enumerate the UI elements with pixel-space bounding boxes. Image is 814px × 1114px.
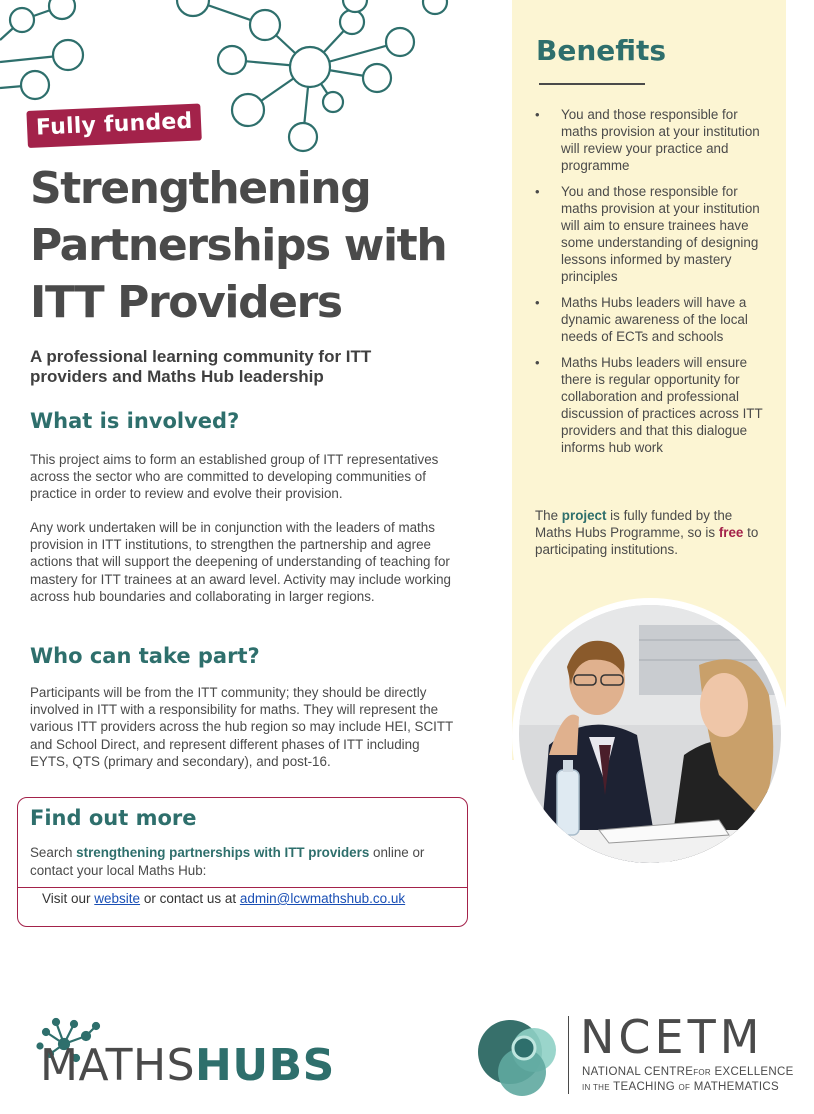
page-subtitle: A professional learning community for ITT providers and Maths Hub leadership	[30, 347, 372, 386]
mathshubs-word-maths: MATHS	[40, 1040, 196, 1091]
page-title: Strengthening Partnerships with ITT Providers	[30, 163, 447, 328]
ncetm-tagline-part: TEACHING	[609, 1081, 679, 1093]
ncetm-tagline-part: EXCELLENCE	[711, 1066, 794, 1078]
benefit-item: • You and those responsible for maths provision at your institution will review your practice and programme	[534, 106, 768, 174]
ncetm-tagline-part: FOR	[693, 1068, 712, 1077]
what-is-involved-paragraph-2: Any work undertaken will be in conjunction with the leaders of maths provision in ITT institutions, to strengthen the partnership and agree actions that will support the deepening of understanding of teaching for mastery for ITT trainees at an award level. Activity may include working across hub boundaries and collaborating in larger regions.	[30, 520, 451, 604]
find-out-more-box	[17, 797, 468, 927]
funding-note	[535, 507, 770, 558]
ncetm-tagline-1	[582, 1066, 794, 1078]
benefit-item: • You and those responsible for maths provision at your institution will aim to ensure trainees have some understanding of designing lessons informed by mastery principles	[534, 183, 768, 285]
who-can-take-part-paragraph: Participants will be from the ITT community; they should be directly involved in ITT with a responsibility for maths. They will represent the various ITT providers across the hub region so may include HEI, SCITT and School Direct, and represent different phases of ITT including EYTS, QTS (primary and secondary), and post-16.	[30, 685, 453, 769]
benefits-heading: Benefits	[536, 34, 667, 67]
benefits-underline	[539, 83, 645, 85]
website-link[interactable]: website	[94, 891, 141, 906]
note-free: free	[718, 525, 744, 540]
ncetm-logo-icon	[474, 1014, 564, 1098]
ncetm-divider	[568, 1016, 569, 1094]
note-middle: is fully funded by the Maths Hubs Programme, so is	[535, 508, 733, 540]
benefit-item: • Maths Hubs leaders will have a dynamic awareness of the local needs of ECTs and schools	[534, 294, 768, 345]
email-link[interactable]: admin@lcwmathshub.co.uk	[239, 891, 406, 906]
what-is-involved-heading: What is involved?	[30, 409, 240, 433]
note-project: project	[561, 508, 607, 523]
find-out-more-text	[30, 844, 450, 879]
find-out-more-divider	[18, 887, 467, 888]
find-out-more-heading: Find out more	[30, 806, 197, 830]
ncetm-tagline-part: NATIONAL CENTRE	[582, 1066, 694, 1078]
search-prefix: Search	[30, 845, 77, 860]
ncetm-tagline-part: IN THE	[582, 1083, 610, 1092]
note-suffix: to participating institutions.	[535, 525, 759, 557]
contact-line	[42, 891, 405, 906]
mathshubs-word-hubs: HUBS	[195, 1040, 335, 1091]
search-suffix: online or contact your local Maths Hub:	[30, 845, 425, 878]
participants-photo	[519, 605, 781, 863]
mathshubs-wordmark	[40, 1040, 335, 1091]
ncetm-wordmark: NCETM	[580, 1010, 764, 1064]
note-prefix: The	[535, 508, 562, 523]
visit-prefix: Visit our	[42, 891, 95, 906]
contact-middle: or contact us at	[140, 891, 240, 906]
who-can-take-part-heading: Who can take part?	[30, 644, 260, 668]
ncetm-tagline-part: MATHEMATICS	[690, 1081, 780, 1093]
what-is-involved-paragraph-1: This project aims to form an established group of ITT representatives across the sector who are committed to developing communities of practice in order to review and evolve their provision.	[30, 452, 439, 502]
benefit-item: • Maths Hubs leaders will ensure there is regular opportunity for collaboration and professional discussion of practices across ITT providers and that this dialogue informs hub work	[534, 354, 768, 456]
benefits-list	[534, 106, 768, 465]
fully-funded-badge: Fully funded	[26, 103, 202, 148]
ncetm-tagline-2	[582, 1081, 779, 1093]
search-term: strengthening partnerships with ITT providers	[76, 845, 370, 860]
ncetm-tagline-part: OF	[678, 1083, 691, 1092]
